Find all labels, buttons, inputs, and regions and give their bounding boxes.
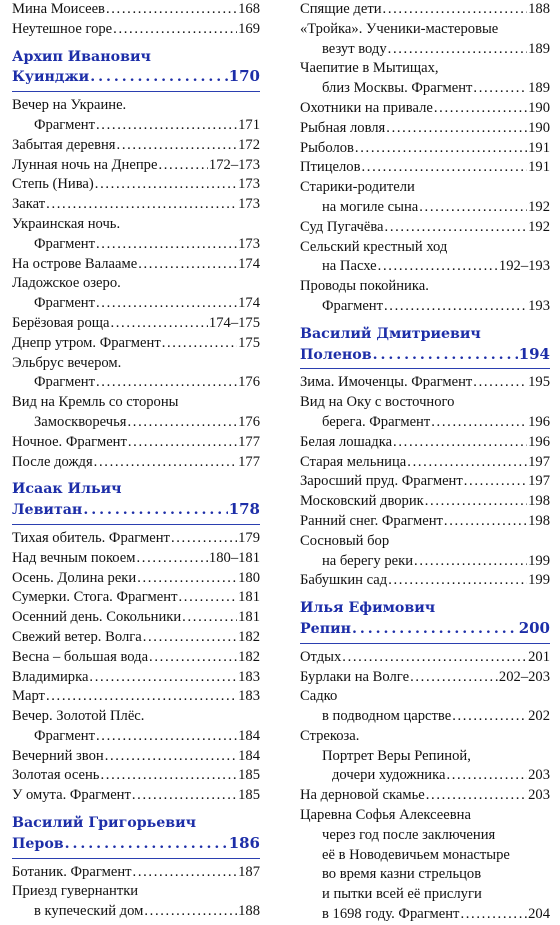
- artist-last-name: Перов: [12, 835, 64, 852]
- toc-entry: [12, 863, 260, 883]
- entry-line: Украинская ночь.: [12, 215, 121, 232]
- section-divider: [300, 643, 550, 644]
- entry-line: Эльбрус вечером.: [12, 354, 122, 371]
- entry-title: Рыбная ловля: [300, 119, 386, 136]
- entry-page: 198: [528, 512, 550, 529]
- section-divider: [12, 524, 260, 525]
- toc-entry: [12, 0, 260, 20]
- entry-page: 196: [528, 413, 550, 430]
- toc-entry: [12, 20, 260, 40]
- entry-page: 171: [238, 116, 260, 133]
- toc-entry: [300, 433, 550, 453]
- toc-entry: [300, 119, 550, 139]
- entry-title: на могиле сына: [322, 198, 419, 215]
- toc-entry: [12, 628, 260, 648]
- toc-entry: [300, 139, 550, 159]
- entry-title: Над вечным покоем: [12, 549, 136, 566]
- entry-page: 183: [238, 688, 260, 705]
- entry-page: 168: [238, 1, 260, 17]
- artist-heading-polenov: [300, 317, 550, 365]
- entry-title: в 1698 году. Фрагмент: [322, 906, 460, 923]
- entry-title: Фрагмент: [34, 374, 95, 391]
- entry-page: 191: [528, 159, 550, 176]
- entry-line: и пытки всей её прислуги: [322, 886, 482, 903]
- toc-entry: [300, 707, 550, 727]
- entry-line: Вид на Кремль со стороны: [12, 394, 179, 411]
- entry-page: 172–173: [208, 156, 260, 173]
- toc-entry: [300, 905, 550, 925]
- entry-title: Ранний снег. Фрагмент: [300, 512, 443, 529]
- artist-last-name: Репин: [300, 620, 351, 637]
- toc-entry: [12, 529, 260, 549]
- entry-page: 173: [238, 176, 260, 193]
- entry-title: везут воду: [322, 40, 387, 57]
- entry-page: 174: [238, 255, 260, 272]
- entry-page: 192–193: [498, 258, 550, 275]
- entry-title: Лунная ночь на Днепре: [12, 156, 158, 173]
- artist-heading-repin: [300, 591, 550, 639]
- entry-title: Закат: [12, 196, 46, 213]
- artist-first-name: Илья Ефимович: [300, 600, 436, 617]
- entry-line: через год после заключения: [322, 826, 496, 843]
- entry-title: Фрагмент: [34, 295, 95, 312]
- entry-title: Ночное. Фрагмент: [12, 433, 127, 450]
- toc-entry: [12, 766, 260, 786]
- toc-entry: [12, 668, 260, 688]
- artist-page: 200: [518, 618, 550, 637]
- section-divider: [12, 858, 260, 859]
- entry-line: во время казни стрельцов: [322, 866, 482, 883]
- entry-title: Весна – большая вода: [12, 648, 149, 665]
- toc-entry: [12, 588, 260, 608]
- entry-title: Сумерки. Стога. Фрагмент: [12, 589, 178, 606]
- entry-line: «Тройка». Ученики-мастеровые: [300, 20, 499, 37]
- entry-line: Сельский крестный ход: [300, 238, 448, 255]
- toc-entry: [300, 218, 550, 238]
- entry-title: в подводном царстве: [322, 708, 452, 725]
- toc-column-right: [300, 0, 550, 925]
- artist-first-name: Василий Григорьевич: [12, 815, 197, 832]
- toc-entry: [12, 608, 260, 628]
- entry-title: Тихая обитель. Фрагмент: [12, 529, 170, 546]
- entry-page: 169: [238, 20, 260, 37]
- entry-title: Фрагмент: [34, 116, 95, 133]
- artist-page: 194: [518, 344, 550, 363]
- entry-page: 196: [528, 433, 550, 450]
- toc-entry: [300, 158, 550, 178]
- toc-entry: [12, 687, 260, 707]
- entry-page: 176: [238, 413, 260, 430]
- toc-entry: [300, 648, 550, 668]
- toc-entry: [12, 195, 260, 215]
- toc-entry: [12, 747, 260, 767]
- entry-page: 190: [528, 119, 550, 136]
- entry-title: Белая лошадка: [300, 433, 393, 450]
- entry-line: Ладожское озеро.: [12, 275, 121, 292]
- entry-title: Золотая осень: [12, 767, 100, 784]
- toc-entry: [12, 373, 260, 393]
- toc-entry: [12, 175, 260, 195]
- entry-title: Рыболов: [300, 139, 354, 156]
- entry-title: Владимирка: [12, 668, 89, 685]
- toc-entry: [300, 413, 550, 433]
- section-divider: [12, 91, 260, 92]
- entry-line: Вид на Оку с восточного: [300, 394, 455, 411]
- artist-first-name: Исаак Ильич: [12, 481, 122, 498]
- artist-heading-perov: [12, 806, 260, 854]
- entry-line: Старики-родители: [300, 179, 415, 196]
- entry-page: 176: [238, 374, 260, 391]
- entry-page: 201: [528, 648, 550, 665]
- entry-title: Заросший пруд. Фрагмент: [300, 473, 463, 490]
- entry-title: На дерновой скамье: [300, 787, 425, 804]
- entry-page: 179: [238, 529, 260, 546]
- toc-entry: [300, 492, 550, 512]
- entry-page: 188: [528, 1, 550, 17]
- entry-page: 174: [238, 295, 260, 312]
- artist-first-name: Архип Иванович: [12, 48, 151, 65]
- entry-title: Неутешное горе: [12, 20, 113, 37]
- artist-heading-kuindzhi: [12, 40, 260, 88]
- entry-page: 203: [528, 787, 550, 804]
- entry-title: Степь (Нива): [12, 176, 94, 193]
- entry-page: 185: [238, 767, 260, 784]
- toc-entry: [12, 902, 260, 922]
- toc-entry: [12, 334, 260, 354]
- toc-entry: [300, 668, 550, 688]
- entry-title: Бабушкин сад: [300, 572, 388, 589]
- toc-column-left: [12, 0, 260, 922]
- artist-last-name: Поленов: [300, 346, 372, 363]
- entry-page: 188: [238, 903, 260, 920]
- toc-entry: [300, 0, 550, 20]
- entry-page: 173: [238, 235, 260, 252]
- entry-title: Суд Пугачёва: [300, 218, 384, 235]
- entry-title: Осень. Долина реки: [12, 569, 137, 586]
- entry-page: 195: [528, 374, 550, 391]
- entry-title: Замоскворечья: [34, 413, 127, 430]
- entry-title: берега. Фрагмент: [322, 413, 431, 430]
- entry-title: Март: [12, 688, 45, 705]
- entry-page: 202: [528, 708, 550, 725]
- toc-entry: [300, 786, 550, 806]
- entry-title: Забытая деревня: [12, 136, 116, 153]
- entry-line: Вечер. Золотой Плёс.: [12, 708, 145, 725]
- entry-title: Фрагмент: [322, 297, 383, 314]
- entry-title: дочери художника: [332, 767, 446, 784]
- entry-page: 177: [238, 453, 260, 470]
- entry-title: Свежий ветер. Волга: [12, 628, 142, 645]
- toc-entry: [12, 294, 260, 314]
- toc-entry: [12, 549, 260, 569]
- entry-title: близ Москвы. Фрагмент: [322, 80, 473, 97]
- entry-page: 181: [238, 609, 260, 626]
- entry-title: на Пасхе: [322, 258, 377, 275]
- entry-title: в купеческий дом: [34, 903, 144, 920]
- toc-entry: [12, 136, 260, 156]
- entry-title: Зима. Имоченцы. Фрагмент: [300, 374, 473, 391]
- toc-entry: [300, 198, 550, 218]
- entry-line: Приезд гувернантки: [12, 883, 139, 900]
- entry-title: Днепр утром. Фрагмент: [12, 334, 161, 351]
- entry-title: Осенний день. Сокольники: [12, 609, 182, 626]
- entry-title: После дождя: [12, 453, 93, 470]
- toc-entry: [12, 156, 260, 176]
- artist-last-name: Левитан: [12, 502, 83, 519]
- entry-page: 189: [528, 40, 550, 57]
- toc-entry: [12, 116, 260, 136]
- entry-page: 198: [528, 493, 550, 510]
- entry-title: Птицелов: [300, 159, 361, 176]
- toc-entry: [12, 569, 260, 589]
- toc-entry: [300, 512, 550, 532]
- toc-entry: [300, 79, 550, 99]
- entry-title: Фрагмент: [34, 235, 95, 252]
- entry-page: 190: [528, 99, 550, 116]
- entry-page: 173: [238, 196, 260, 213]
- artist-page: 178: [228, 500, 260, 519]
- entry-page: 184: [238, 727, 260, 744]
- entry-page: 197: [528, 453, 550, 470]
- artist-page: 186: [228, 833, 260, 852]
- entry-line: Проводы покойника.: [300, 278, 429, 295]
- entry-page: 172: [238, 136, 260, 153]
- toc-entry: [300, 472, 550, 492]
- entry-title: Отдых: [300, 648, 342, 665]
- entry-line: Садко: [300, 688, 338, 705]
- artist-heading-levitan: [12, 472, 260, 520]
- artist-page: 170: [228, 67, 260, 86]
- entry-title: Фрагмент: [34, 727, 95, 744]
- toc-entry: [300, 571, 550, 591]
- entry-title: Мина Моисеев: [12, 1, 105, 17]
- toc-entry: [12, 727, 260, 747]
- entry-page: 181: [238, 589, 260, 606]
- toc-entry: [12, 433, 260, 453]
- entry-page: 175: [238, 334, 260, 351]
- entry-title: На острове Валааме: [12, 255, 138, 272]
- entry-page: 202–203: [498, 668, 550, 685]
- toc-entry: [300, 373, 550, 393]
- toc-entry: [300, 766, 550, 786]
- entry-title: Московский дворик: [300, 493, 424, 510]
- toc-entry: [300, 99, 550, 119]
- entry-page: 180–181: [208, 549, 260, 566]
- entry-page: 177: [238, 433, 260, 450]
- entry-page: 182: [238, 648, 260, 665]
- entry-line: Чаепитие в Мытищах,: [300, 60, 439, 77]
- entry-page: 204: [528, 906, 550, 923]
- entry-title: Охотники на привале: [300, 99, 433, 116]
- entry-page: 185: [238, 787, 260, 804]
- entry-line: Портрет Веры Репиной,: [322, 747, 471, 764]
- toc-entry: [12, 413, 260, 433]
- entry-line: Стрекоза.: [300, 727, 360, 744]
- toc-entry: [12, 314, 260, 334]
- entry-line: Вечер на Украине.: [12, 97, 127, 114]
- toc-entry: [300, 297, 550, 317]
- toc-entry: [12, 453, 260, 473]
- entry-page: 183: [238, 668, 260, 685]
- entry-line: Царевна Софья Алексеевна: [300, 807, 471, 824]
- entry-page: 199: [528, 572, 550, 589]
- toc-entry: [12, 235, 260, 255]
- entry-page: 199: [528, 552, 550, 569]
- entry-page: 174–175: [208, 314, 260, 331]
- toc-entry: [300, 40, 550, 60]
- section-divider: [300, 368, 550, 369]
- entry-page: 182: [238, 628, 260, 645]
- artist-first-name: Василий Дмитриевич: [300, 325, 481, 342]
- entry-line: Сосновый бор: [300, 532, 390, 549]
- entry-title: Бурлаки на Волге: [300, 668, 410, 685]
- entry-title: Старая мельница: [300, 453, 407, 470]
- entry-page: 192: [528, 218, 550, 235]
- toc-entry: [300, 552, 550, 572]
- entry-title: Берёзовая роща: [12, 314, 110, 331]
- entry-page: 184: [238, 747, 260, 764]
- toc-entry: [12, 255, 260, 275]
- entry-line: её в Новодевичьем монастыре: [322, 846, 510, 863]
- entry-page: 197: [528, 473, 550, 490]
- entry-page: 193: [528, 297, 550, 314]
- entry-page: 180: [238, 569, 260, 586]
- entry-page: 203: [528, 767, 550, 784]
- entry-title: Спящие дети: [300, 1, 382, 17]
- toc-entry: [12, 786, 260, 806]
- artist-last-name: Куинджи: [12, 69, 90, 86]
- entry-page: 187: [238, 863, 260, 880]
- toc-entry: [300, 453, 550, 473]
- entry-title: на берегу реки: [322, 552, 414, 569]
- entry-page: 191: [528, 139, 550, 156]
- entry-page: 192: [528, 198, 550, 215]
- entry-title: Ботаник. Фрагмент: [12, 863, 132, 880]
- toc-entry: [12, 648, 260, 668]
- toc-entry: [300, 257, 550, 277]
- entry-title: Вечерний звон: [12, 747, 104, 764]
- entry-page: 189: [528, 80, 550, 97]
- entry-title: У омута. Фрагмент: [12, 787, 131, 804]
